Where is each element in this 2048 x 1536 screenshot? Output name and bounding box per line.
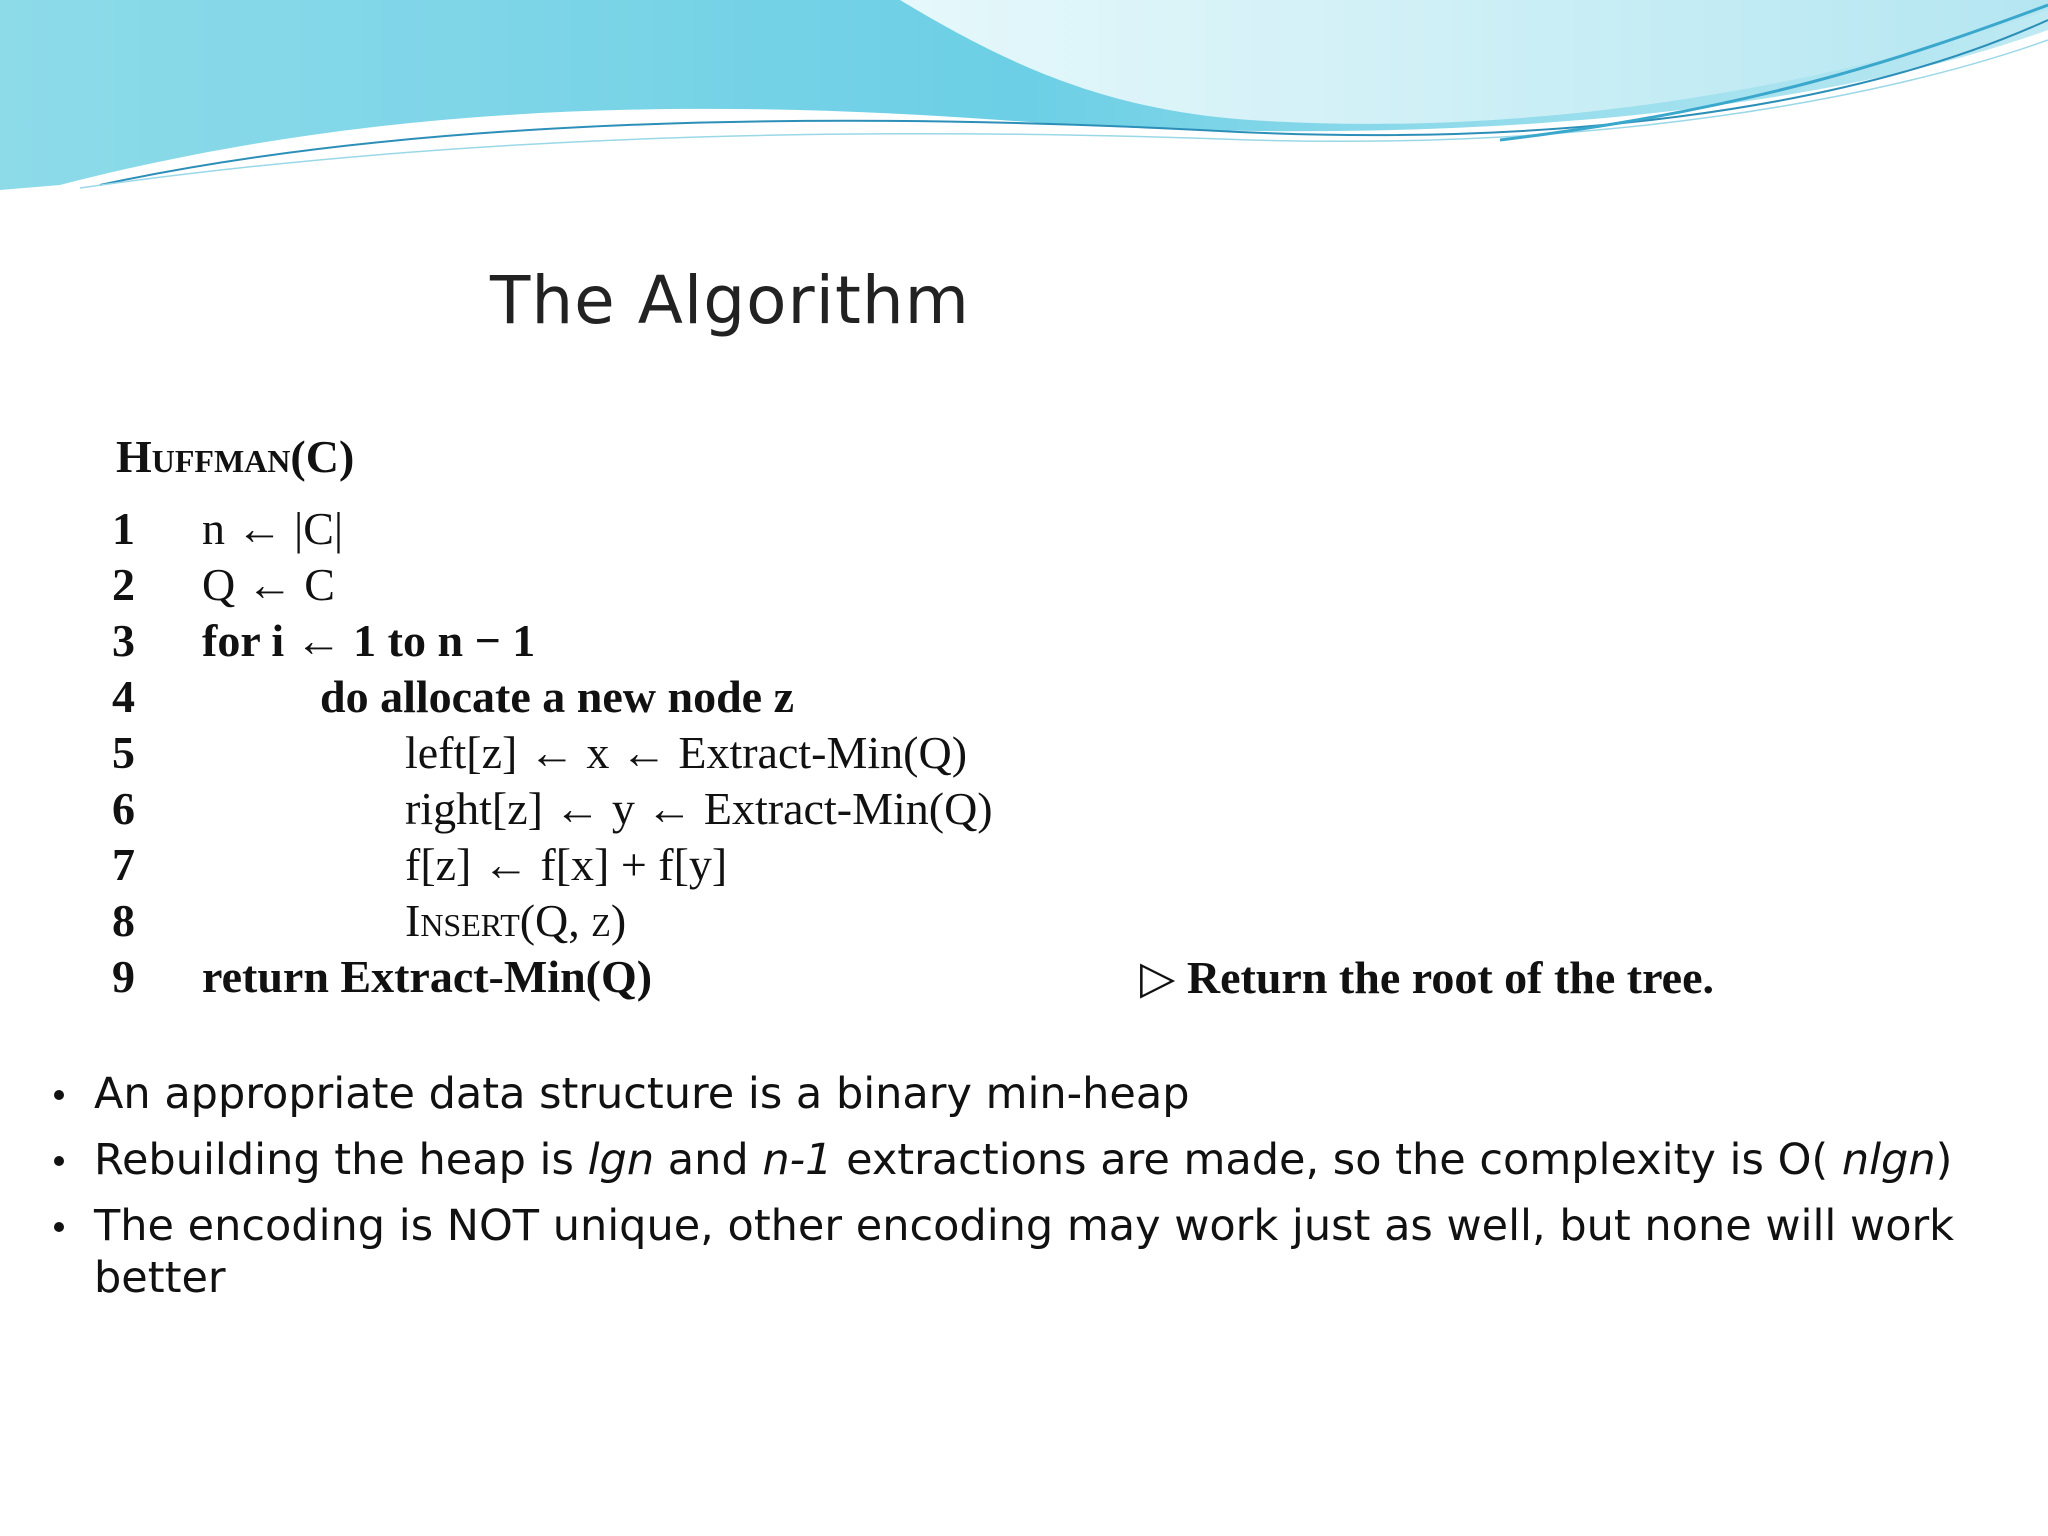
line-code: Q ← C	[202, 559, 335, 610]
bullet-emph: n-1	[762, 1135, 833, 1185]
bullet-dot-icon	[54, 1090, 64, 1100]
line-number: 7	[112, 839, 135, 890]
line-number: 1	[112, 503, 135, 554]
line-number: 3	[112, 615, 135, 666]
bullet-text: An appropriate data structure is a binary min-heap	[94, 1069, 1190, 1119]
line-code: f[z] ← f[x] + f[y]	[405, 839, 728, 890]
bullet-item	[48, 1134, 1988, 1186]
line-code: n ← |C|	[202, 503, 344, 554]
line-number: 6	[112, 783, 135, 834]
bullet-text: )	[1935, 1135, 1953, 1185]
bullet-text: Rebuilding the heap is	[94, 1135, 588, 1185]
line-number: 9	[112, 951, 135, 1002]
bullet-item	[48, 1068, 1988, 1120]
line-code: do allocate a new node z	[320, 671, 795, 722]
line-code: right[z] ← y ← Extract-Min(Q)	[405, 783, 993, 834]
bullet-list	[48, 1068, 1988, 1318]
line-number: 2	[112, 559, 135, 610]
bullet-dot-icon	[54, 1156, 64, 1166]
bullet-text: extractions are made, so the complexity is O(	[832, 1135, 1842, 1185]
bullet-dot-icon	[54, 1222, 64, 1232]
bullet-emph: nlgn	[1841, 1135, 1936, 1185]
slide-title: The Algorithm	[490, 262, 970, 339]
header-banner	[0, 0, 2048, 190]
line-code: for i ← 1 to n − 1	[202, 615, 536, 666]
line-number: 4	[112, 671, 135, 722]
bullet-emph: lgn	[587, 1135, 655, 1185]
bullet-item	[48, 1200, 1988, 1304]
bullet-text: The encoding is NOT unique, other encoding may work just as well, but none will work better	[94, 1201, 1955, 1303]
line-code: Insert(Q, z)	[405, 895, 627, 946]
algorithm-header: Huffman(C)	[116, 431, 355, 482]
bullet-text: and	[654, 1135, 763, 1185]
line-comment: ▷ Return the root of the tree.	[1140, 952, 1715, 1003]
line-number: 5	[112, 727, 135, 778]
line-code: left[z] ← x ← Extract-Min(Q)	[405, 727, 968, 778]
line-code: return Extract-Min(Q)	[202, 951, 653, 1002]
code-line	[110, 950, 1910, 1006]
line-number: 8	[112, 895, 135, 946]
